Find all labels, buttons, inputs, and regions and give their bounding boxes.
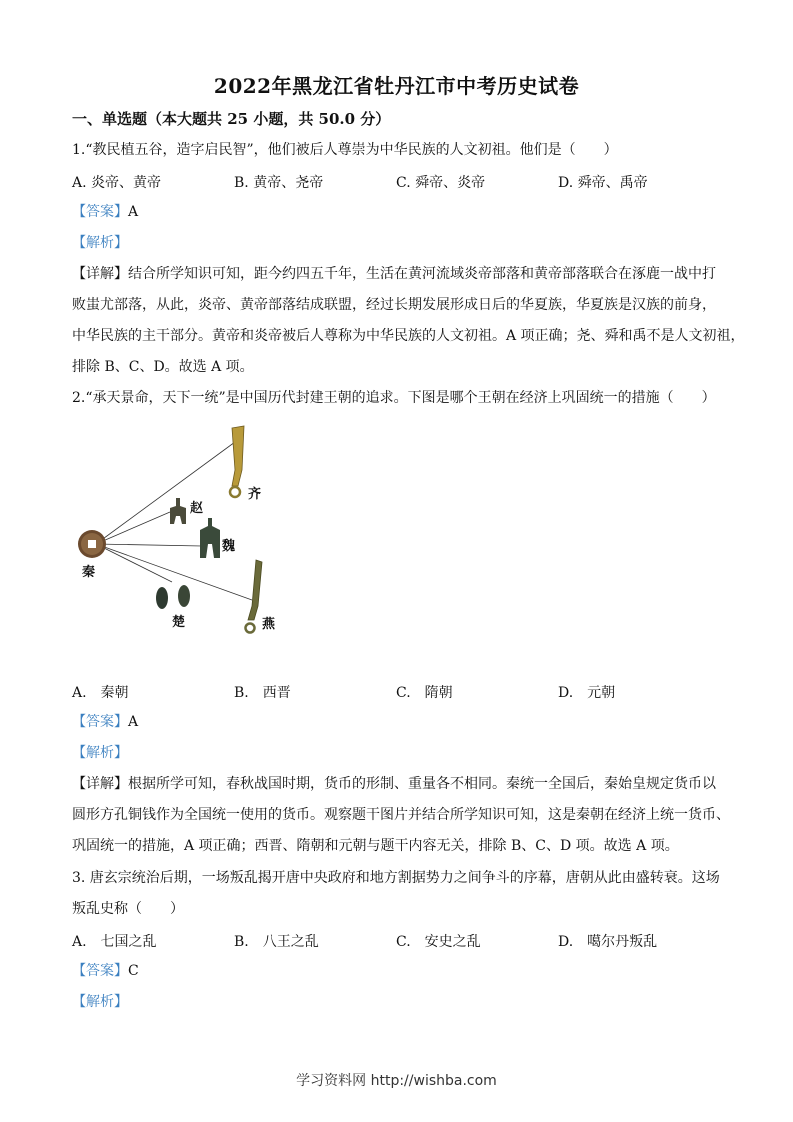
q3-option-a: A. 七国之乱 [72,934,157,950]
chu-ant-nose-coins [156,585,190,609]
q2-analysis [72,744,722,762]
coin-unification-figure [72,420,292,645]
q1-detail-line-4: 排除 B、C、D。故选 A 项。 [72,359,254,375]
q3-stem-line-1: 3. 唐玄宗统治后期，一场叛乱揭开唐中央政府和地方割据势力之间争斗的序幕，唐朝从此由盛转衰。这场 [72,870,720,886]
yan-knife-coin [246,560,263,633]
answer-value: A [128,204,139,220]
label-yan: 燕 [262,617,276,632]
detail-tag: 【详解】 [72,776,128,792]
detail-text: 根据所学可知，春秋战国时期，货币的形制、重量各不相同。秦统一全国后，秦始皇规定货币以 [128,776,716,792]
q2-detail-line-1 [72,775,722,793]
q3-stem-line-2: 叛乱史称（ ） [72,901,184,917]
qi-knife-coin [230,426,244,497]
q1-detail-line-3: 中华民族的主干部分。黄帝和炎帝被后人尊称为中华民族的人文初祖。A 项正确；尧、舜和禹不是人文初祖， [72,328,745,344]
q2-stem: 2.“承天景命，天下一统”是中国历代封建王朝的追求。下图是哪个王朝在经济上巩固统一的措施（ ） [72,390,716,406]
analysis-tag: 【解析】 [72,994,128,1010]
q1-detail-line-2: 败蚩尤部落，从此，炎帝、黄帝部落结成联盟，经过长期发展形成日后的华夏族，华夏族是汉族的前身， [72,297,716,313]
q1-detail-line-1 [72,265,722,283]
q3-analysis [72,993,722,1011]
q3-answer [72,962,722,980]
q3-option-c: C. 安史之乱 [396,934,481,950]
q1-option-c: C. 舜帝、炎帝 [396,175,486,191]
qin-coin [78,530,106,558]
label-wei: 魏 [222,539,236,554]
answer-tag: 【答案】 [72,714,128,730]
q1-analysis [72,234,722,252]
q2-detail-line-2: 圆形方孔铜钱作为全国统一使用的货币。观察题干图片并结合所学知识可知，这是秦朝在经济上统一货币、 [72,807,730,823]
q2-option-c: C. 隋朝 [396,685,453,701]
section-heading: 一、单选题（本大题共 25 小题，共 50.0 分） [72,110,391,128]
q1-answer [72,203,722,221]
answer-value: A [128,714,139,730]
answer-tag: 【答案】 [72,204,128,220]
q3-option-b: B. 八王之乱 [234,934,319,950]
coin-diagram [72,420,292,645]
q2-detail-line-3: 巩固统一的措施，A 项正确；西晋、隋朝和元朝与题干内容无关，排除 B、C、D 项。故选 A 项。 [72,838,679,854]
q1-option-a: A. 炎帝、黄帝 [72,175,162,191]
q1-stem: 1.“教民植五谷，造字启民智”，他们被后人尊崇为中华民族的人文初祖。他们是（ ） [72,142,618,158]
q1-option-b: B. 黄帝、尧帝 [234,175,324,191]
line-to-wei [96,544,202,546]
detail-tag: 【详解】 [72,266,128,282]
analysis-tag: 【解析】 [72,745,128,761]
label-qi: 齐 [248,487,262,502]
q2-option-a: A. 秦朝 [72,685,129,701]
q3-option-d: D. 噶尔丹叛乱 [558,934,658,950]
analysis-tag: 【解析】 [72,235,128,251]
q2-answer [72,713,722,731]
q1-option-d: D. 舜帝、禹帝 [558,175,648,191]
label-zhao: 赵 [190,501,204,516]
page-title: 2022年黑龙江省牡丹江市中考历史试卷 [213,74,580,98]
label-chu: 楚 [172,615,186,630]
label-qin: 秦 [82,565,96,580]
q2-option-d: D. 元朝 [558,685,616,701]
detail-text: 结合所学知识可知，距今约四五千年，生活在黄河流域炎帝部落和黄帝部落联合在涿鹿一战中打 [128,266,716,282]
q2-option-b: B. 西晋 [234,685,291,701]
zhao-spade-coin [170,498,186,524]
wei-spade-coin [200,518,220,558]
answer-value: C [128,963,139,979]
page-footer[interactable]: 学习资料网 http://wishba.com [296,1073,497,1089]
line-to-chu [96,544,172,582]
answer-tag: 【答案】 [72,963,128,979]
